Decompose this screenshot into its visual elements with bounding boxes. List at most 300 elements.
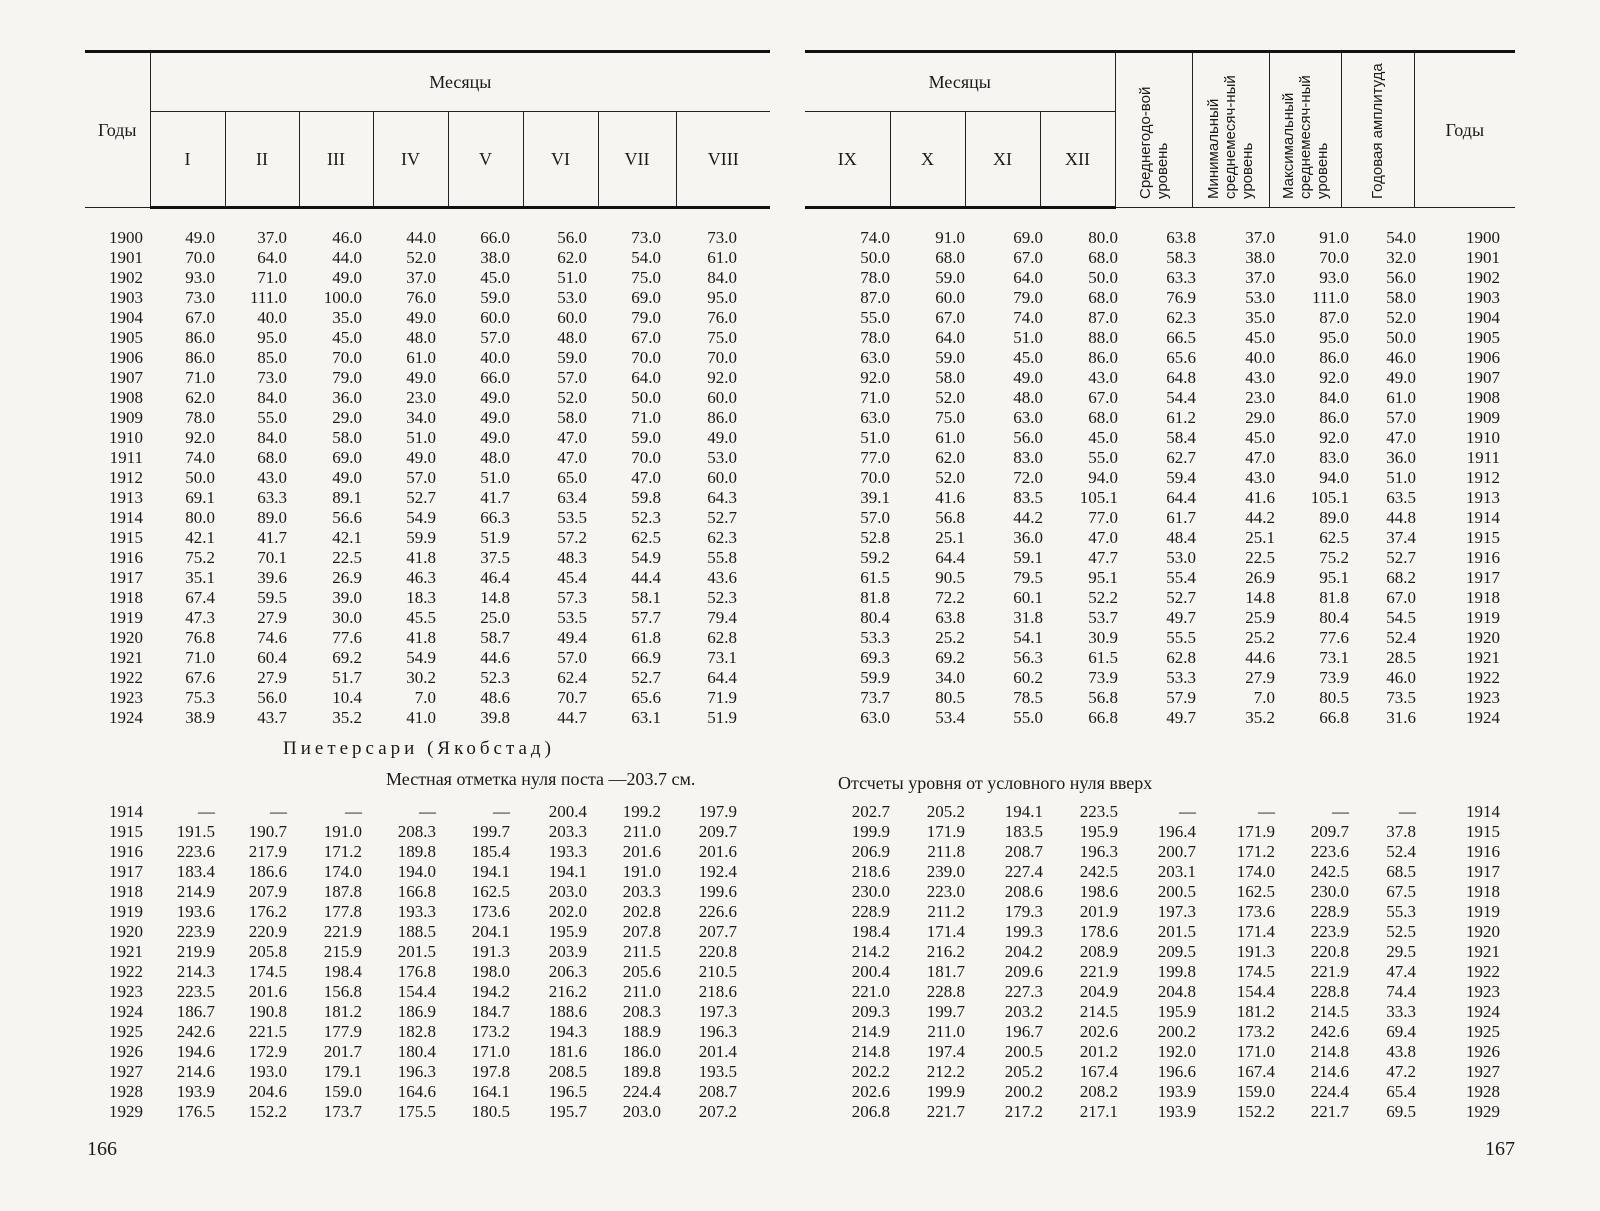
value-cell: 201.5 — [1157, 922, 1196, 941]
value-cell: 204.1 — [471, 922, 510, 941]
value-cell: 54.4 — [1166, 388, 1196, 407]
value-cell: 64.4 — [1166, 488, 1196, 507]
value-cell: 73.0 — [185, 288, 215, 307]
value-cell: 59.0 — [631, 428, 661, 447]
value-cell: 47.3 — [185, 608, 215, 627]
year-cell: 1904 — [109, 308, 143, 327]
value-cell: 95.0 — [257, 328, 287, 347]
value-cell: 58.1 — [631, 588, 661, 607]
value-cell: 73.1 — [707, 648, 737, 667]
value-cell: 208.7 — [698, 1082, 737, 1101]
value-cell: 47.0 — [1386, 428, 1416, 447]
value-cell: 46.3 — [406, 568, 436, 587]
year-cell: 1923 — [109, 688, 143, 707]
value-cell: 74.4 — [1386, 982, 1416, 1001]
value-cell: 62.5 — [1319, 528, 1349, 547]
value-cell: 29.0 — [1245, 408, 1275, 427]
value-cell: 196.4 — [1157, 822, 1196, 841]
value-cell: 208.2 — [1079, 1082, 1118, 1101]
value-cell: 59.0 — [557, 348, 587, 367]
value-cell: 53.7 — [1088, 608, 1118, 627]
value-cell: 200.2 — [1157, 1022, 1196, 1041]
value-cell: 199.3 — [1004, 922, 1043, 941]
value-cell: 54.9 — [631, 548, 661, 567]
value-cell: 198.6 — [1079, 882, 1118, 901]
value-cell: 28.5 — [1386, 648, 1416, 667]
value-cell: 59.0 — [480, 288, 510, 307]
value-cell: 52.7 — [1386, 548, 1416, 567]
value-cell: 58.3 — [1166, 248, 1196, 267]
value-cell: 66.5 — [1166, 328, 1196, 347]
value-cell: 221.7 — [1310, 1102, 1349, 1121]
value-cell: 55.0 — [1088, 448, 1118, 467]
year-cell: 1915 — [1466, 528, 1500, 547]
value-cell: 171.0 — [471, 1042, 510, 1061]
year-cell: 1910 — [109, 428, 143, 447]
year-cell: 1911 — [109, 448, 143, 467]
value-cell: 68.0 — [935, 248, 965, 267]
value-cell: 201.5 — [397, 942, 436, 961]
value-cell: 63.3 — [257, 488, 287, 507]
right-table-header — [805, 50, 1515, 209]
table-row — [820, 922, 1500, 942]
table-row — [820, 982, 1500, 1002]
year-cell: 1906 — [109, 348, 143, 367]
month-header-9: IX — [805, 112, 890, 208]
value-cell: 193.3 — [397, 902, 436, 921]
value-cell: 37.0 — [406, 268, 436, 287]
value-cell: 45.0 — [332, 328, 362, 347]
value-cell: 72.0 — [1013, 468, 1043, 487]
value-cell: 36.0 — [1013, 528, 1043, 547]
value-cell: 52.8 — [860, 528, 890, 547]
value-cell: 59.4 — [1166, 468, 1196, 487]
value-cell: 49.0 — [480, 408, 510, 427]
value-cell: 208.5 — [548, 1062, 587, 1081]
value-cell: 64.0 — [631, 368, 661, 387]
value-cell: 214.3 — [176, 962, 215, 981]
years-header: Годы — [85, 52, 150, 208]
value-cell: 201.6 — [698, 842, 737, 861]
value-cell: 223.5 — [176, 982, 215, 1001]
value-cell: 64.8 — [1166, 368, 1196, 387]
value-cell: 193.0 — [248, 1062, 287, 1081]
value-cell: 52.2 — [1088, 588, 1118, 607]
zero-note: Местная отметка нуля поста —203.7 см. — [386, 769, 696, 789]
value-cell: 47.7 — [1088, 548, 1118, 567]
value-cell: 223.5 — [1079, 802, 1118, 821]
table-row — [95, 308, 737, 328]
value-cell: 56.6 — [332, 508, 362, 527]
year-cell: 1920 — [1466, 628, 1500, 647]
table-row — [820, 862, 1500, 882]
value-cell: 59.0 — [935, 268, 965, 287]
value-cell: 37.4 — [1386, 528, 1416, 547]
value-cell: 166.8 — [397, 882, 436, 901]
table-row — [820, 1102, 1500, 1122]
value-cell: 204.9 — [1079, 982, 1118, 1001]
value-cell: 63.8 — [935, 608, 965, 627]
table-row — [820, 568, 1500, 588]
value-cell: 78.0 — [185, 408, 215, 427]
value-cell: 73.9 — [1088, 668, 1118, 687]
value-cell: 43.0 — [257, 468, 287, 487]
value-cell: 50.0 — [185, 468, 215, 487]
value-cell: 172.9 — [248, 1042, 287, 1061]
value-cell: 174.0 — [323, 862, 362, 881]
value-cell: 57.0 — [860, 508, 890, 527]
year-cell: 1917 — [109, 568, 143, 587]
value-cell: 64.0 — [257, 248, 287, 267]
value-cell: 52.7 — [707, 508, 737, 527]
value-cell: 45.4 — [557, 568, 587, 587]
value-cell: 54.5 — [1386, 608, 1416, 627]
value-cell: 77.6 — [1319, 628, 1349, 647]
value-cell: 59.0 — [935, 348, 965, 367]
value-cell: 62.8 — [1166, 648, 1196, 667]
value-cell: 214.9 — [176, 882, 215, 901]
year-cell: 1916 — [1466, 548, 1500, 567]
value-cell: 44.4 — [631, 568, 661, 587]
value-cell: 206.8 — [851, 1102, 890, 1121]
year-cell: 1917 — [1466, 862, 1500, 881]
value-cell: 61.2 — [1166, 408, 1196, 427]
value-cell: 201.6 — [622, 842, 661, 861]
value-cell: 177.9 — [323, 1022, 362, 1041]
value-cell: 189.8 — [397, 842, 436, 861]
value-cell: 49.0 — [332, 468, 362, 487]
value-cell: 83.0 — [1013, 448, 1043, 467]
value-cell: 69.4 — [1386, 1022, 1416, 1041]
value-cell: 91.0 — [1319, 228, 1349, 247]
year-cell: 1909 — [1466, 408, 1500, 427]
table-row — [820, 688, 1500, 708]
value-cell: 50.0 — [1386, 328, 1416, 347]
value-cell: 53.0 — [1245, 288, 1275, 307]
value-cell: 57.0 — [557, 368, 587, 387]
value-cell: 37.0 — [1245, 268, 1275, 287]
value-cell: 66.3 — [480, 508, 510, 527]
value-cell: — — [419, 802, 436, 821]
max-monthly-header — [1269, 52, 1341, 208]
value-cell: 52.5 — [1386, 922, 1416, 941]
year-cell: 1923 — [1466, 688, 1500, 707]
value-cell: 25.1 — [935, 528, 965, 547]
value-cell: 56.8 — [935, 508, 965, 527]
value-cell: 221.9 — [1310, 962, 1349, 981]
value-cell: 62.8 — [707, 628, 737, 647]
value-cell: 199.8 — [1157, 962, 1196, 981]
value-cell: 70.0 — [332, 348, 362, 367]
value-cell: 89.1 — [332, 488, 362, 507]
year-cell: 1916 — [1466, 842, 1500, 861]
table-row — [95, 548, 737, 568]
value-cell: 207.2 — [698, 1102, 737, 1121]
value-cell: 25.1 — [1245, 528, 1275, 547]
value-cell: 68.2 — [1386, 568, 1416, 587]
value-cell: 199.9 — [926, 1082, 965, 1101]
value-cell: 193.9 — [1157, 1102, 1196, 1121]
value-cell: 54.0 — [631, 248, 661, 267]
value-cell: 66.8 — [1319, 708, 1349, 727]
value-cell: 67.6 — [185, 668, 215, 687]
table-row — [820, 508, 1500, 528]
table-row — [820, 1042, 1500, 1062]
value-cell: 14.8 — [1245, 588, 1275, 607]
value-cell: 52.4 — [1386, 628, 1416, 647]
value-cell: 63.4 — [557, 488, 587, 507]
value-cell: 75.2 — [185, 548, 215, 567]
value-cell: 69.3 — [860, 648, 890, 667]
value-cell: 194.1 — [1004, 802, 1043, 821]
value-cell: 53.5 — [557, 508, 587, 527]
value-cell: 26.9 — [332, 568, 362, 587]
value-cell: 242.5 — [1079, 862, 1118, 881]
value-cell: 52.4 — [1386, 842, 1416, 861]
value-cell: 221.0 — [851, 982, 890, 1001]
year-cell: 1910 — [1466, 428, 1500, 447]
value-cell: 73.0 — [257, 368, 287, 387]
value-cell: 44.7 — [557, 708, 587, 727]
value-cell: 7.0 — [1253, 688, 1275, 707]
value-cell: 86.0 — [1088, 348, 1118, 367]
value-cell: 47.0 — [631, 468, 661, 487]
left-table-1914-1929 — [95, 802, 737, 1122]
table-row — [820, 468, 1500, 488]
year-cell: 1924 — [109, 708, 143, 727]
value-cell: 73.7 — [860, 688, 890, 707]
value-cell: 54.9 — [406, 508, 436, 527]
value-cell: 59.2 — [860, 548, 890, 567]
table-row — [95, 568, 737, 588]
value-cell: 200.4 — [851, 962, 890, 981]
value-cell: 61.0 — [707, 248, 737, 267]
value-cell: 65.6 — [631, 688, 661, 707]
value-cell: 68.0 — [1088, 288, 1118, 307]
value-cell: 47.2 — [1386, 1062, 1416, 1081]
value-cell: 224.4 — [1310, 1082, 1349, 1101]
value-cell: — — [1179, 802, 1196, 821]
year-cell: 1908 — [109, 388, 143, 407]
value-cell: 227.4 — [1004, 862, 1043, 881]
table-row — [820, 902, 1500, 922]
value-cell: 57.0 — [557, 648, 587, 667]
value-cell: 56.8 — [1088, 688, 1118, 707]
value-cell: 191.3 — [471, 942, 510, 961]
value-cell: 194.0 — [397, 862, 436, 881]
value-cell: 45.5 — [406, 608, 436, 627]
value-cell: 49.0 — [332, 268, 362, 287]
value-cell: 60.2 — [1013, 668, 1043, 687]
value-cell: 154.4 — [1236, 982, 1275, 1001]
value-cell: 183.5 — [1004, 822, 1043, 841]
value-cell: 73.1 — [1319, 648, 1349, 667]
table-row — [95, 328, 737, 348]
value-cell: 204.2 — [1004, 942, 1043, 961]
value-cell: 94.0 — [1088, 468, 1118, 487]
value-cell: 209.7 — [1310, 822, 1349, 841]
value-cell: 205.2 — [926, 802, 965, 821]
value-cell: 76.9 — [1166, 288, 1196, 307]
value-cell: 44.6 — [480, 648, 510, 667]
value-cell: 25.2 — [935, 628, 965, 647]
value-cell: 43.0 — [1245, 468, 1275, 487]
value-cell: 56.3 — [1013, 648, 1043, 667]
table-row — [820, 802, 1500, 822]
value-cell: 206.9 — [851, 842, 890, 861]
table-row — [820, 648, 1500, 668]
value-cell: 89.0 — [1319, 508, 1349, 527]
value-cell: 181.2 — [323, 1002, 362, 1021]
value-cell: 58.4 — [1166, 428, 1196, 447]
value-cell: 83.0 — [1319, 448, 1349, 467]
value-cell: 94.0 — [1319, 468, 1349, 487]
value-cell: 56.0 — [557, 228, 587, 247]
value-cell: 51.0 — [1013, 328, 1043, 347]
value-cell: 199.2 — [622, 802, 661, 821]
value-cell: 63.0 — [860, 348, 890, 367]
value-cell: 87.0 — [1088, 308, 1118, 327]
value-cell: 171.2 — [323, 842, 362, 861]
value-cell: 41.0 — [406, 708, 436, 727]
value-cell: 52.3 — [707, 588, 737, 607]
value-cell: 59.9 — [406, 528, 436, 547]
value-cell: 39.0 — [332, 588, 362, 607]
value-cell: 75.0 — [935, 408, 965, 427]
value-cell: 49.4 — [557, 628, 587, 647]
value-cell: 51.0 — [480, 468, 510, 487]
value-cell: 49.0 — [707, 428, 737, 447]
year-cell: 1919 — [109, 608, 143, 627]
value-cell: 227.3 — [1004, 982, 1043, 1001]
table-row — [95, 802, 737, 822]
year-cell: 1921 — [1466, 942, 1500, 961]
value-cell: 48.3 — [557, 548, 587, 567]
value-cell: 52.3 — [631, 508, 661, 527]
value-cell: 80.4 — [1319, 608, 1349, 627]
value-cell: 49.0 — [1386, 368, 1416, 387]
left-table-1900-1924 — [95, 228, 737, 728]
value-cell: 214.8 — [851, 1042, 890, 1061]
value-cell: 198.0 — [471, 962, 510, 981]
value-cell: 80.0 — [1088, 228, 1118, 247]
value-cell: 85.0 — [257, 348, 287, 367]
table-row — [95, 508, 737, 528]
value-cell: 69.2 — [332, 648, 362, 667]
value-cell: 66.9 — [631, 648, 661, 667]
table-row — [95, 228, 737, 248]
value-cell: 209.3 — [851, 1002, 890, 1021]
value-cell: 216.2 — [548, 982, 587, 1001]
table-row — [95, 822, 737, 842]
value-cell: 198.4 — [851, 922, 890, 941]
table-row — [95, 428, 737, 448]
value-cell: 183.4 — [176, 862, 215, 881]
value-cell: 49.7 — [1166, 708, 1196, 727]
value-cell: 29.0 — [332, 408, 362, 427]
table-row — [95, 388, 737, 408]
value-cell: 207.7 — [698, 922, 737, 941]
value-cell: 200.2 — [1004, 1082, 1043, 1101]
value-cell: 174.0 — [1236, 862, 1275, 881]
value-cell: 206.3 — [548, 962, 587, 981]
value-cell: 55.8 — [707, 548, 737, 567]
value-cell: 69.0 — [631, 288, 661, 307]
value-cell: 224.4 — [622, 1082, 661, 1101]
year-cell: 1915 — [1466, 822, 1500, 841]
value-cell: 63.0 — [1013, 408, 1043, 427]
value-cell: 92.0 — [1319, 428, 1349, 447]
value-cell: 219.9 — [176, 942, 215, 961]
table-row — [820, 628, 1500, 648]
value-cell: 180.5 — [471, 1102, 510, 1121]
value-cell: 69.1 — [185, 488, 215, 507]
year-cell: 1909 — [109, 408, 143, 427]
value-cell: 62.7 — [1166, 448, 1196, 467]
year-cell: 1926 — [109, 1042, 143, 1061]
value-cell: 181.6 — [548, 1042, 587, 1061]
value-cell: 181.7 — [926, 962, 965, 981]
value-cell: — — [1399, 802, 1416, 821]
value-cell: 48.0 — [480, 448, 510, 467]
year-cell: 1900 — [109, 228, 143, 247]
value-cell: 65.6 — [1166, 348, 1196, 367]
value-cell: 49.7 — [1166, 608, 1196, 627]
value-cell: 177.8 — [323, 902, 362, 921]
value-cell: 190.7 — [248, 822, 287, 841]
value-cell: 207.8 — [622, 922, 661, 941]
value-cell: 70.0 — [631, 348, 661, 367]
value-cell: 173.7 — [323, 1102, 362, 1121]
value-cell: 214.5 — [1079, 1002, 1118, 1021]
value-cell: 47.0 — [1088, 528, 1118, 547]
value-cell: 203.2 — [1004, 1002, 1043, 1021]
year-cell: 1918 — [109, 588, 143, 607]
value-cell: 71.0 — [257, 268, 287, 287]
value-cell: 53.3 — [860, 628, 890, 647]
value-cell: 226.6 — [698, 902, 737, 921]
value-cell: 80.0 — [185, 508, 215, 527]
value-cell: 14.8 — [480, 588, 510, 607]
value-cell: 200.5 — [1004, 1042, 1043, 1061]
value-cell: 79.0 — [332, 368, 362, 387]
value-cell: 22.5 — [332, 548, 362, 567]
value-cell: 52.3 — [480, 668, 510, 687]
value-cell: 214.2 — [851, 942, 890, 961]
value-cell: 70.0 — [185, 248, 215, 267]
value-cell: 188.5 — [397, 922, 436, 941]
value-cell: 60.1 — [1013, 588, 1043, 607]
value-cell: 26.9 — [1245, 568, 1275, 587]
value-cell: 43.0 — [1245, 368, 1275, 387]
table-row — [820, 1022, 1500, 1042]
value-cell: 36.0 — [332, 388, 362, 407]
value-cell: 176.8 — [397, 962, 436, 981]
value-cell: 37.0 — [1245, 228, 1275, 247]
value-cell: 192.0 — [1157, 1042, 1196, 1061]
value-cell: 40.0 — [480, 348, 510, 367]
value-cell: 46.0 — [332, 228, 362, 247]
value-cell: 95.0 — [707, 288, 737, 307]
value-cell: 49.0 — [185, 228, 215, 247]
value-cell: 48.0 — [406, 328, 436, 347]
value-cell: 32.0 — [1386, 248, 1416, 267]
value-cell: 92.0 — [1319, 368, 1349, 387]
value-cell: 208.6 — [1004, 882, 1043, 901]
month-header-1: I — [150, 112, 225, 208]
year-cell: 1920 — [109, 922, 143, 941]
value-cell: 23.0 — [406, 388, 436, 407]
